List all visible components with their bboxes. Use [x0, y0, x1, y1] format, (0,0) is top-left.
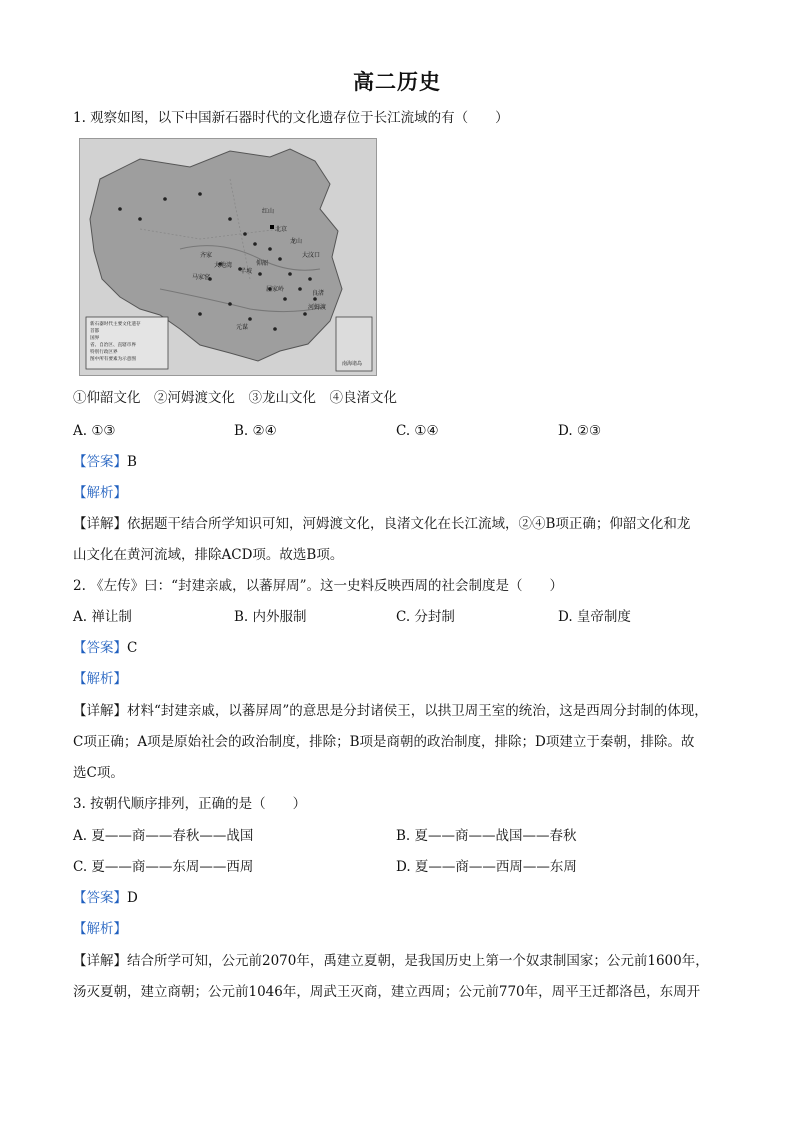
svg-text:省、自治区、直辖市界: 省、自治区、直辖市界	[90, 343, 136, 348]
map-label-longshan: 龙山	[290, 238, 303, 245]
q3-analysis-tag: 【解析】	[73, 921, 127, 937]
q2-option-b[interactable]: B. 内外服制	[234, 609, 307, 625]
q2-option-a[interactable]: A. 禅让制	[73, 609, 132, 625]
q3-option-c[interactable]: C. 夏——商——东周——西周	[73, 859, 254, 875]
q1-option-b[interactable]: B. ②④	[234, 423, 277, 439]
q1-option-a[interactable]: A. ①③	[73, 423, 116, 439]
map-label-yangshao: 仰韶	[256, 260, 269, 267]
q3-option-d[interactable]: D. 夏——商——西周——东周	[396, 859, 577, 875]
svg-text:南海诸岛: 南海诸岛	[342, 361, 363, 367]
q3-detail-line2: 汤灭夏朝，建立商朝；公元前1046年，周武王灭商，建立西周；公元前770年，周平王迁都洛邑，东周开	[73, 984, 701, 1000]
q2-stem: 2. 《左传》曰：“封建亲戚，以蕃屏周”。这一史料反映西周的社会制度是（ ）	[73, 578, 563, 594]
map-label-qijia: 齐家	[200, 252, 213, 259]
q3-option-a[interactable]: A. 夏——商——春秋——战国	[73, 828, 254, 844]
map-label-dadiwan: 大地湾	[214, 262, 233, 269]
q2-answer: 【答案】C	[73, 640, 138, 656]
map-label-banpo: 半坡	[240, 268, 253, 275]
map-label-qujialing: 屈家岭	[266, 286, 285, 293]
q1-analysis-tag: 【解析】	[73, 485, 127, 501]
svg-text:特别行政区界: 特别行政区界	[90, 350, 118, 355]
map-label-dawenkou: 大汶口	[302, 252, 321, 259]
svg-text:首都: 首都	[90, 329, 100, 334]
q1-option-d[interactable]: D. ②③	[558, 423, 602, 439]
svg-text:新石器时代主要文化遗存: 新石器时代主要文化遗存	[90, 322, 141, 327]
q3-stem: 3. 按朝代顺序排列，正确的是（ ）	[73, 796, 307, 812]
q1-option-c[interactable]: C. ①④	[396, 423, 439, 439]
q2-detail-line2: C项正确；A项是原始社会的政治制度，排除；B项是商朝的政治制度，排除；D项建立于秦朝，排除。故	[73, 734, 695, 750]
map-label-hemudu: 河姆渡	[308, 304, 327, 311]
svg-text:图中所有要素为示意图: 图中所有要素为示意图	[90, 357, 136, 362]
map-label-yuanmou: 元谋	[236, 324, 249, 331]
china-neolithic-map	[79, 138, 377, 376]
q2-detail-line1: 【详解】材料“封建亲戚，以蕃屏周”的意思是分封诸侯王，以拱卫周王室的统治，这是西周分封制的体现，	[73, 703, 708, 719]
q3-option-b[interactable]: B. 夏——商——战国——春秋	[396, 828, 577, 844]
svg-text:国界: 国界	[90, 336, 100, 341]
page-title: 高二历史	[353, 69, 441, 94]
map-label-beijing: 北京	[275, 226, 288, 233]
q2-detail-line3: 选C项。	[73, 765, 124, 781]
q1-items: ①仰韶文化 ②河姆渡文化 ③龙山文化 ④良渚文化	[73, 390, 397, 406]
q1-stem: 1. 观察如图，以下中国新石器时代的文化遗存位于长江流域的有（ ）	[73, 110, 509, 126]
q1-answer: 【答案】B	[73, 454, 137, 470]
q2-option-c[interactable]: C. 分封制	[396, 609, 455, 625]
q1-detail-line2: 山文化在黄河流域，排除ACD项。故选B项。	[73, 547, 344, 563]
map-label-majiayao: 马家窑	[192, 274, 211, 281]
map-label-hongshan: 红山	[262, 208, 275, 215]
q1-detail-line1: 【详解】依据题干结合所学知识可知，河姆渡文化，良渚文化在长江流域，②④B项正确；仰韶文化和龙	[73, 516, 691, 532]
map-label-liangzhu: 良渚	[312, 290, 325, 297]
q2-option-d[interactable]: D. 皇帝制度	[558, 609, 631, 625]
q2-analysis-tag: 【解析】	[73, 671, 127, 687]
q3-detail-line1: 【详解】结合所学可知，公元前2070年，禹建立夏朝，是我国历史上第一个奴隶制国家；公元前1600年，	[73, 953, 709, 969]
q3-answer: 【答案】D	[73, 890, 138, 906]
